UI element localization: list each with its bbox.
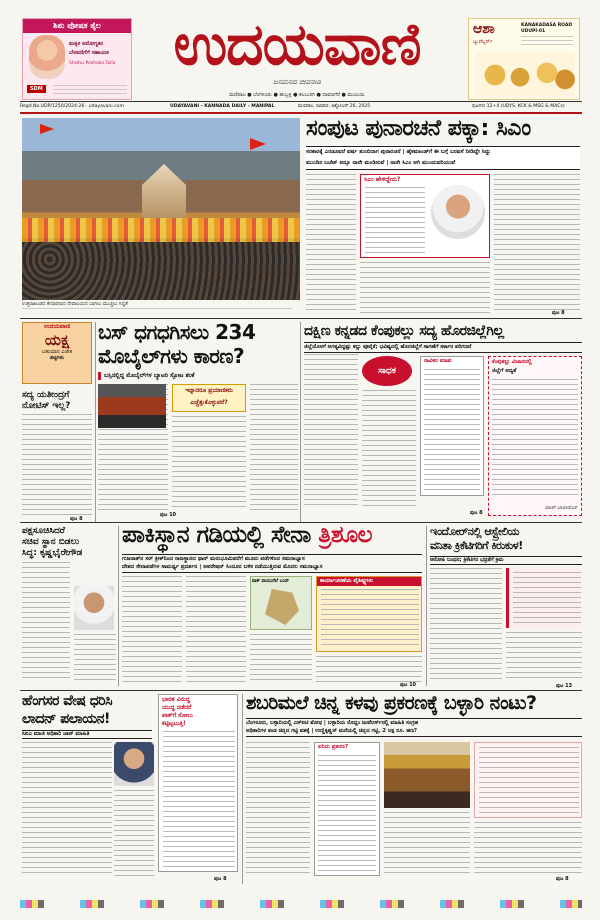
dhaani-jump[interactable]: ಪುಟ 8 [214, 876, 227, 882]
pak-jump[interactable]: ಪುಟ 10 [400, 682, 417, 688]
lead-body-col2 [360, 262, 490, 316]
lead-deck2: ಮುಂದಿನ ಬಜೆಟ್ ಅನ್ನೂ ನಾನೇ ಮಂಡಿಸುವೆ | ನಾನೇ ಸಿಎಂ ಆಗಿ ಮುಂದುವರಿಯುವೆ [306, 160, 456, 166]
kalluru-body-col1 [304, 354, 358, 508]
sabari-side-box [474, 742, 582, 818]
dhaani-body-col1 [22, 742, 112, 876]
bus-headline2[interactable]: ಮೊಬೈಲ್‌ಗಳು ಕಾರಣ? [98, 344, 245, 368]
edition-label: UDAYAVANI - KANNADA DAILY - MANIPAL [170, 104, 275, 109]
krishna-body2 [74, 634, 116, 682]
map-region [265, 589, 299, 625]
lead-body-col1 [306, 174, 356, 314]
indore-deck: ಆರೋಪಿ ಬಂಧನ; ಕ್ರಿಕೆಟಿಗರ ಭದ್ರತೆಗೆ ಕ್ರಮ [430, 556, 582, 565]
ad-left-company: SDM [27, 85, 46, 93]
bus-photo [98, 384, 166, 428]
krishna-photo [74, 586, 114, 630]
lead-deck: ಸರಕಾರಕ್ಕೆ ಎರಡೂವರೆ ವರ್ಷ ತುಂಬಿದಾಗ ಪುನಾರಚನೆ | ಹೈಕಮಾಂಡ್‌ಗೆ ಈ ಬಗ್ಗೆ ಬರವಸೆ ನೀಡಿದ್ದೇ ಸಿದ್ದು [306, 149, 491, 155]
war-box-title1: ಭಾರತ ವಿರುದ್ಧ [162, 696, 190, 703]
pak-body-col3 [250, 634, 312, 682]
lead-deck-bar [306, 146, 580, 170]
krishna-body [22, 562, 70, 682]
dhaani-headline1[interactable]: ಹೆಂಗಸರ ವೇಷ ಧರಿಸಿ [22, 693, 113, 709]
pak-body-col4 [316, 656, 422, 682]
edition-nav: ಮಣಿಪಾಲ ● ಬೆಂಗಳೂರು ● ಹುಬ್ಬಳ್ಳಿ ● ಕಲಬುರಗಿ ● ದಾವಣಗೆರೆ ● ಮುಂಬಯಿ [229, 92, 365, 98]
masthead-tagline: ಜನಮನದ ಜೀವನಾಡಿ [273, 78, 321, 86]
lead-photo [22, 118, 300, 300]
indore-body-col1 [430, 568, 502, 682]
ad-left-fineprint [53, 85, 127, 97]
kalluru-headline[interactable]: ದಕ್ಷಿಣ ಕನ್ನಡದ ಕೆಂಪುಕಲ್ಲು ಸದ್ಯ ಹೊರಜಿಲ್ಲೆಗಿಲ್ಲ [304, 323, 504, 339]
pak-deck2: ದೇಶದ ಸೇನಾಪಡೆಗಳ ಸಾಮರ್ಥ್ಯ ಪ್ರದರ್ಶನ | ಆಪರೇಷನ್ ಸಿಂದೂರ ಬಳಿಕ ನಡೆಯುತ್ತಿರುವ ಮೊದಲ ಸಮರಾಭ್ಯಾಸ [122, 564, 422, 573]
crowd [22, 242, 300, 300]
right-brief-title: ಕೆಂಪುಕಲ್ಲು ವಿಚಾರದಲ್ಲಿ [492, 359, 532, 365]
indore-quote [506, 568, 582, 628]
ad-small-line1: ಬಹುಮಾನ ವಿಜೇತ [41, 349, 73, 355]
photo-caption: ಉತ್ತರಾಖಂಡದ ಕೇದಾರನಾಥ ದೇವಾಲಯದ ಬಾಗಿಲು ಮುಚ್ಚಲು ಸಿದ್ಧತೆ [22, 302, 128, 307]
indore-headline1[interactable]: ಇಂದೋರ್‌ನಲ್ಲಿ ಆಸ್ಟ್ರೇಲಿಯ [430, 525, 520, 538]
bus-jump[interactable]: ಪುಟ 10 [160, 512, 177, 518]
masthead-title[interactable]: ಉದಯವಾಣಿ [173, 10, 421, 78]
photo-caption-rest [22, 308, 292, 312]
ad-left-line1: ಮಕ್ಕಳ ಆರೋಗ್ಯಕರ [69, 41, 104, 47]
krishna-title3[interactable]: ಸಿದ್ಧ: ಕೃಷ್ಣಭೈರೇಗೌಡ [22, 548, 83, 558]
sabari-headline[interactable]: ಶಬರಿಮಲೆ ಚಿನ್ನ ಕಳವು ಪ್ರಕರಣಕ್ಕೆ ಬಳ್ಳಾರಿ ನಂಟು? [246, 692, 537, 714]
flag-icon [250, 138, 266, 150]
lead-body-col3 [494, 174, 580, 310]
kalluru-body-col2 [362, 390, 416, 508]
cm-photo [431, 185, 485, 239]
ad-left-brand: Shishu Poshaka Taila [69, 61, 116, 66]
pak-box-title: ಕಾರ್ಯಾಚರಣೆಯ ವೈಶಿಷ್ಟ್ಯಗಳು [317, 577, 421, 586]
jewellery-image [475, 53, 575, 97]
flag-icon [40, 124, 54, 134]
ad-small-brand: ಉದಯವಾಣಿ [43, 323, 71, 330]
dhaani-body-col2 [114, 790, 154, 876]
kalluru-box [420, 356, 484, 496]
pak-headline-black: ಪಾಕಿಸ್ಥಾನ ಗಡಿಯಲ್ಲಿ ಸೇನಾ [122, 522, 319, 548]
left-brief-title2[interactable]: ನೋಟಿಸ್ ಇಲ್ಲ? [22, 401, 71, 411]
ad-small-word: ಯಕ್ಷ [44, 331, 70, 349]
war-box [158, 694, 238, 872]
ad-left-title: ಶಿಶು ಪೋಷಕ ತೈಲ [23, 19, 131, 33]
war-box-title4: ಕಟ್ಟಿಟ್ಟಬುತ್ತಿ! [162, 720, 186, 727]
ad-right-brand: ಆಶಾ [473, 21, 495, 37]
cm-box-title: ಸಿಎಂ ಹೇಳಿದ್ದೇನು? [364, 176, 401, 183]
dhaani-deck: ಸಿಐಎ ಮಾಜಿ ಅಧಿಕಾರಿ ಜಾನ್ ಮಾಹಿತಿ [22, 730, 152, 739]
bus-body-col2 [172, 416, 246, 510]
pak-feature-box [316, 576, 422, 652]
bus-headline1[interactable]: ಬಸ್ ಧಗಧಗಿಸಲು 234 [98, 320, 256, 344]
ad-left-line2: ಬೆಳವಣಿಗೆಗೆ ಸಹಾಯಕ [69, 50, 109, 56]
cm-box [360, 174, 490, 258]
john-photo [114, 742, 154, 786]
ad-right-contact [521, 36, 573, 48]
right-brief-body: ಜಿಲ್ಲೆಗೆ ಆದ್ಯತೆ [492, 368, 517, 374]
sabari-body-col2 [384, 812, 470, 874]
sabari-body-col1 [246, 742, 310, 874]
right-brief [488, 356, 582, 516]
ad-right-sub: ಜ್ಯುವೆಲ್ಲರ್ಸ್ [473, 39, 493, 45]
dhaani-headline2[interactable]: ಲಾದನ್ ಪಲಾಯನ! [22, 711, 110, 727]
date-line: ಮಣಿಪಾಲ, ರವಿವಾರ, ಅಕ್ಟೋಬರ್ 26, 2025 [298, 104, 371, 109]
lead-headline[interactable]: ಸಂಪುಟ ಪುನಾರಚನೆ ಪಕ್ಕಾ: ಸಿಎಂ [306, 116, 531, 141]
pak-body-col2 [186, 576, 246, 682]
ad-small-line2: ಪಟ್ಟಿಗಳು [50, 355, 64, 361]
sabari-body-col3 [474, 822, 582, 874]
kalluru-badge: ಸಾಧಕ [362, 356, 412, 386]
pak-headline[interactable] [122, 524, 422, 547]
pak-map [250, 576, 312, 630]
flowers-band [22, 218, 300, 242]
pak-headline-red: ತ್ರಿಶೂಲ [318, 522, 373, 548]
bus-deck: ಬಸ್ಸಿನಲ್ಲಿದ್ದ ಮೊಬೈಲ್‌ಗಳ ಬ್ಯಾಟರಿ ಸ್ಫೋಟ ಶಂಕೆ [98, 372, 294, 380]
sabari-box [314, 742, 380, 876]
kalluru-box-title: ನಾವಿಕರ ಮಾತು [424, 358, 452, 364]
sabari-jump[interactable]: ಪುಟ 8 [556, 876, 569, 882]
krishna-title1[interactable]: ಪಕ್ಷಸೂಚಿಸಿದರೆ [22, 526, 65, 536]
bus-box-line2: ಎಚ್ಚೆತ್ತುಕೊಳ್ಳುವರೆ? [190, 399, 228, 406]
war-box-title2: ಯುದ್ಧ ನಡೆದರೆ [162, 704, 192, 711]
krishna-title2[interactable]: ಸಚಿವ ಸ್ಥಾನ ಬಿಡಲು [22, 537, 80, 547]
ad-small[interactable] [22, 322, 92, 384]
regd-number: Regd.No.UDP/1250/2024-26 · udayavani.com [20, 104, 124, 109]
left-brief-body [22, 414, 92, 516]
sabari-deck1: ಬೆಂಗಳೂರು, ಬಳ್ಳಾರಿಯಲ್ಲಿ ಎಸ್‌ಐಟಿ ಶೋಧ | ಬಳ್ಳಾರಿಯ ರೊದ್ದಂ ಜುವೆಲರ್ಸ್‌ನಲ್ಲಿ ಮಾಹಿತಿ ಸಂಗ್ರಹ [246, 718, 582, 727]
sabari-temple-photo [384, 742, 470, 808]
bus-body-col3 [250, 384, 298, 510]
kalluru-deck: ಜಿಲ್ಲೆಯೊಳಗೆ ಅಗತ್ಯವಿದ್ದಷ್ಟು ಕಲ್ಲು ಪೂರೈಕೆ; ಭವಿಷ್ಯದಲ್ಲಿ ಹೊರಜಿಲ್ಲೆಗೆ ಸಾಗಣೆಗೆ ಸರ್ಕಾರ ಪರಿಗಣನೆ [304, 342, 582, 353]
infobar [20, 102, 582, 112]
temple-shape [142, 164, 186, 224]
right-brief-sign: ಸತೀಶ್ ಜಾರಕಿಹೊಳಿ [544, 505, 577, 511]
bus-box [172, 384, 246, 412]
indore-headline2[interactable]: ವನಿತಾ ಕ್ರಿಕೆಟಿಗರಿಗೆ ಕಿರುಕುಳ! [430, 539, 523, 552]
print-marks [20, 900, 582, 908]
pak-body-col1 [122, 576, 182, 682]
left-brief-title1[interactable]: ಸದ್ಯ ಯತೀಂದ್ರಗೆ [22, 390, 70, 400]
lead-jump[interactable]: ಪುಟ 8 [552, 310, 565, 316]
indore-body-col2 [506, 632, 582, 682]
ad-left[interactable] [22, 18, 132, 100]
pak-map-label: ಪಾಕ್ ವಾಯುನೆಲೆ ಬಂದ್ [252, 579, 289, 584]
baby-image [29, 35, 65, 79]
ad-right[interactable] [468, 18, 580, 100]
sabari-deck2: ಅಧಿಕಾರಿಗಳ ತಂಡ ಚಿನ್ನದ ಗಟ್ಟಿ ವಶಕ್ಕೆ | ಉಣ್ಣಿಕೃಷ್ಣನ್ ಮನೆಯಲ್ಲಿ ಚಿನ್ನದ ಗಟ್ಟಿ, 2 ಲಕ್ಷ ರೂ. ಹಣ? [246, 728, 582, 737]
sabari-box-title: ಏನಿದು ಪ್ರಕರಣ? [318, 744, 349, 750]
war-box-title3: ಪಾಕ್‌ಗೆ ಸೋಲು [162, 712, 193, 719]
kalluru-jump[interactable]: ಪುಟ 8 [470, 510, 483, 516]
pak-deck1: ಗುಜರಾತ್‌ನ ಸರ್‌ ಕ್ರೀಕ್‌ನಿಂದ ರಾಜಸ್ಥಾನದ ಥಾರ್ ಮರುಭೂಮಿವರೆಗೆ ಮೂರು ಪಡೆಗಳಿಂದ ಸಮರಾಭ್ಯಾಸ [122, 554, 422, 563]
pages-info: ಪುಟಗಳು 12+4 (UDYS, KCK & MSG & MACs) [472, 104, 565, 109]
ad-right-line1: KANAKADASA ROAD [521, 23, 573, 28]
ad-right-line2: UDUPI-01 [521, 29, 546, 34]
indore-jump[interactable]: ಪುಟ 13 [556, 683, 573, 689]
left-brief-jump[interactable]: ಪುಟ 8 [70, 516, 83, 522]
bus-box-line1: ಇನ್ನಾದರೂ ಪ್ರಯಾಣಿಕರು [185, 387, 233, 394]
